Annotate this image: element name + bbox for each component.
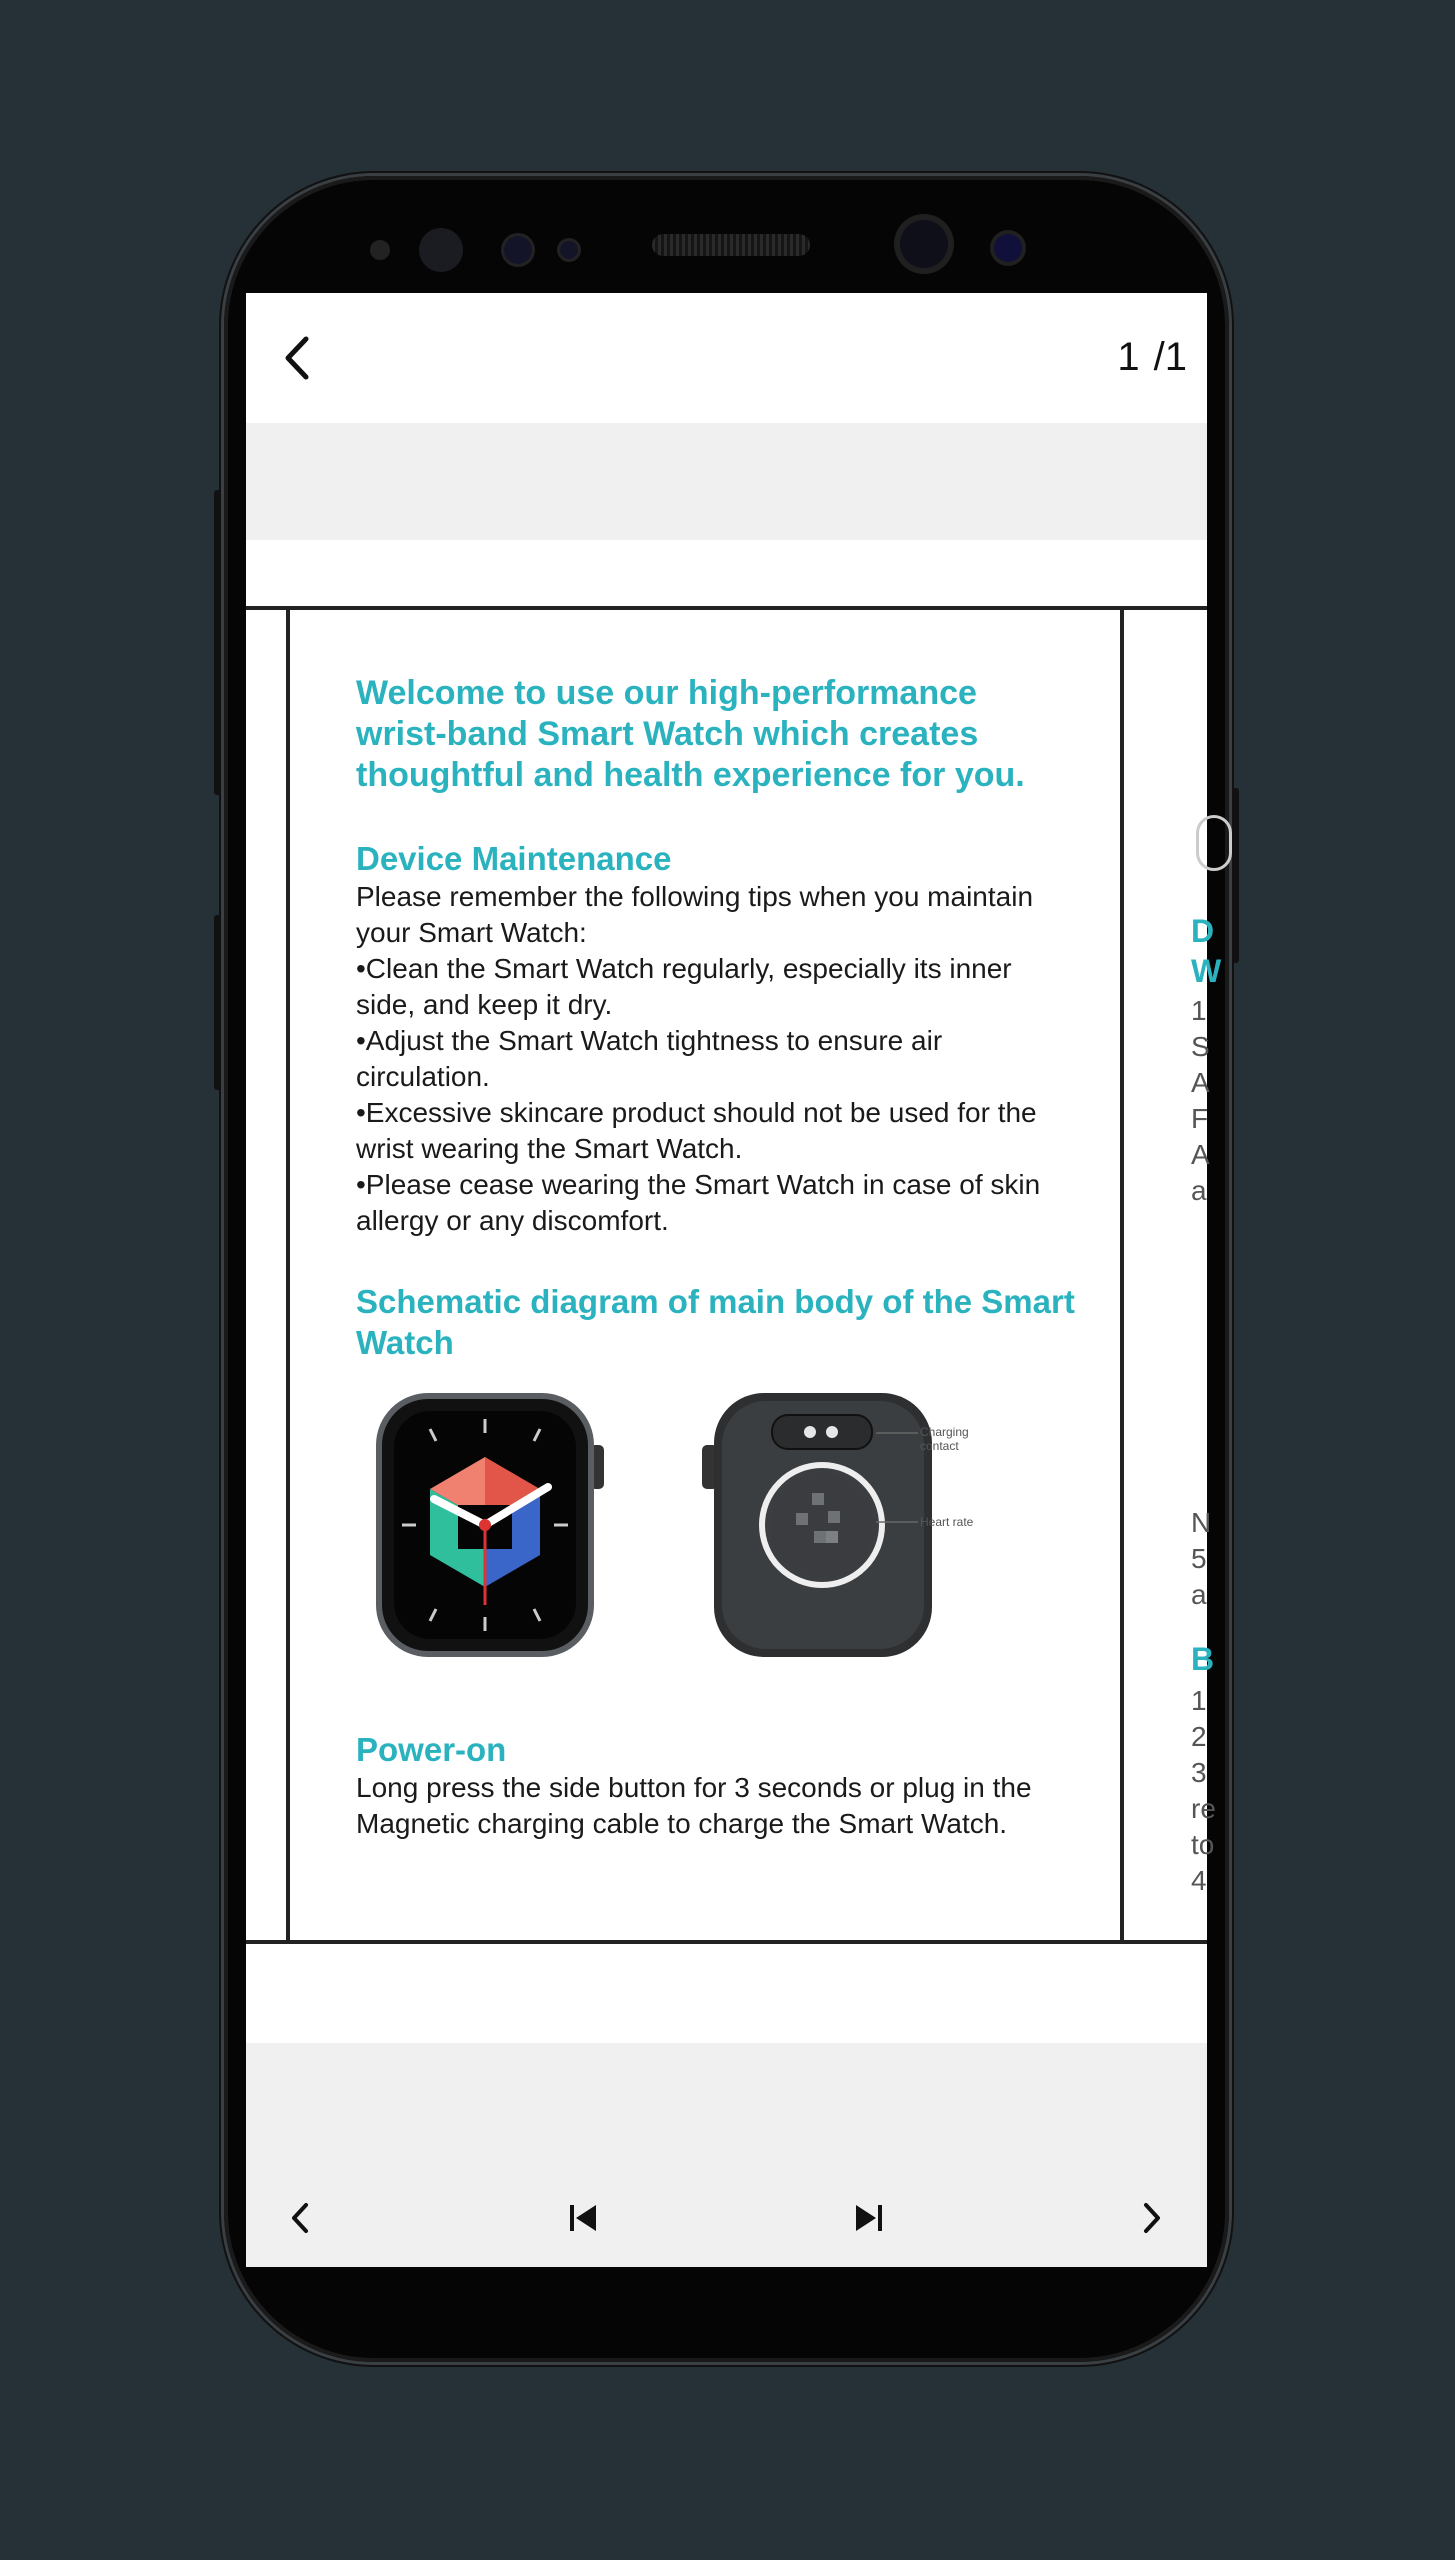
sensor-icon: [994, 234, 1022, 262]
next-page-fragment: a: [1191, 1579, 1207, 1610]
next-page-fragment-shape: [1196, 815, 1232, 871]
next-page-fragment: a: [1191, 1175, 1207, 1206]
welcome-heading: Welcome to use our high-performance wrist-band Smart Watch which creates thoughtful and health experience for you.: [356, 674, 1025, 794]
next-page-fragment: W: [1191, 953, 1222, 989]
maintenance-line: •Excessive skincare product should not be used for the wrist wearing the Smart Watch.: [356, 1097, 1037, 1164]
phone-screen: [246, 293, 1222, 2267]
schematic-heading: Schematic diagram of main body of the Smart Watch: [356, 1283, 1075, 1361]
watch-diagram: [356, 1383, 1076, 1673]
next-page-fragment: B: [1191, 1641, 1215, 1677]
next-page-fragment: to: [1191, 1829, 1215, 1860]
sensor-icon: [504, 236, 532, 264]
next-page-fragment: 1: [1191, 995, 1207, 1026]
next-page-fragment: 5: [1191, 1543, 1207, 1574]
skip-next-icon: [856, 2205, 882, 2231]
phone-side-button: [214, 490, 224, 795]
chevron-left-icon: [288, 339, 306, 377]
power-on-heading: Power-on: [356, 1731, 507, 1768]
next-page-fragment: 3: [1191, 1757, 1207, 1788]
chevron-right-icon: [1146, 2205, 1158, 2231]
phone-side-button: [214, 915, 224, 1090]
next-page-fragment: 1: [1191, 1685, 1207, 1716]
next-page-fragment: S: [1191, 1031, 1210, 1062]
page-border-top: [246, 606, 1207, 610]
back-button[interactable]: [272, 331, 326, 385]
next-page-fragment: N: [1191, 1507, 1212, 1538]
maintenance-line: •Adjust the Smart Watch tightness to ensure air circulation.: [356, 1025, 943, 1092]
maintenance-heading: Device Maintenance: [356, 840, 672, 877]
last-page-button[interactable]: [844, 2193, 894, 2243]
page-border-right: [1120, 606, 1124, 1944]
page-indicator: [1117, 335, 1187, 385]
front-camera-icon: [900, 220, 948, 268]
manual-page: [356, 673, 1076, 1842]
next-page-fragment: 4: [1191, 1865, 1207, 1896]
next-page-fragment: 2: [1191, 1721, 1207, 1752]
power-on-text: Long press the side button for 3 seconds or plug in the Magnetic charging cable to charge the Smart Watch.: [356, 1772, 1032, 1839]
maintenance-line: •Please cease wearing the Smart Watch in case of skin allergy or any discomfort.: [356, 1169, 1041, 1236]
maintenance-line: Please remember the following tips when you maintain your Smart Watch:: [356, 881, 1034, 948]
previous-page-button[interactable]: [276, 2193, 326, 2243]
heart-rate-label: Heart rate: [920, 1515, 974, 1529]
current-page-number: 1: [1117, 335, 1140, 379]
phone-side-button: [1229, 788, 1239, 963]
next-page-fragment: A: [1191, 1067, 1210, 1098]
sensor-icon: [419, 228, 463, 272]
watch-front-image: [372, 1389, 612, 1661]
viewer-top-bar: [246, 293, 1207, 423]
next-page-fragment: A: [1191, 1139, 1210, 1170]
sensor-icon: [370, 240, 390, 260]
viewer-bottom-nav: [246, 2183, 1207, 2267]
chevron-left-icon: [294, 2205, 306, 2231]
total-pages: /1: [1153, 335, 1187, 379]
page-gap-top: [246, 423, 1207, 540]
first-page-button[interactable]: [558, 2193, 608, 2243]
earpiece-speaker: [652, 234, 810, 256]
next-page-button[interactable]: [1126, 2193, 1176, 2243]
sensor-icon: [560, 241, 578, 259]
page-border-left: [286, 606, 290, 1944]
skip-previous-icon: [570, 2205, 596, 2231]
next-page-fragment: re: [1191, 1793, 1216, 1824]
page-border-bottom: [246, 1940, 1207, 1944]
charging-contact-label: Charging contact: [920, 1425, 969, 1453]
next-page-fragment: F: [1191, 1103, 1209, 1134]
maintenance-line: •Clean the Smart Watch regularly, especially its inner side, and keep it dry.: [356, 953, 1012, 1020]
next-page-fragment: D: [1191, 913, 1215, 949]
